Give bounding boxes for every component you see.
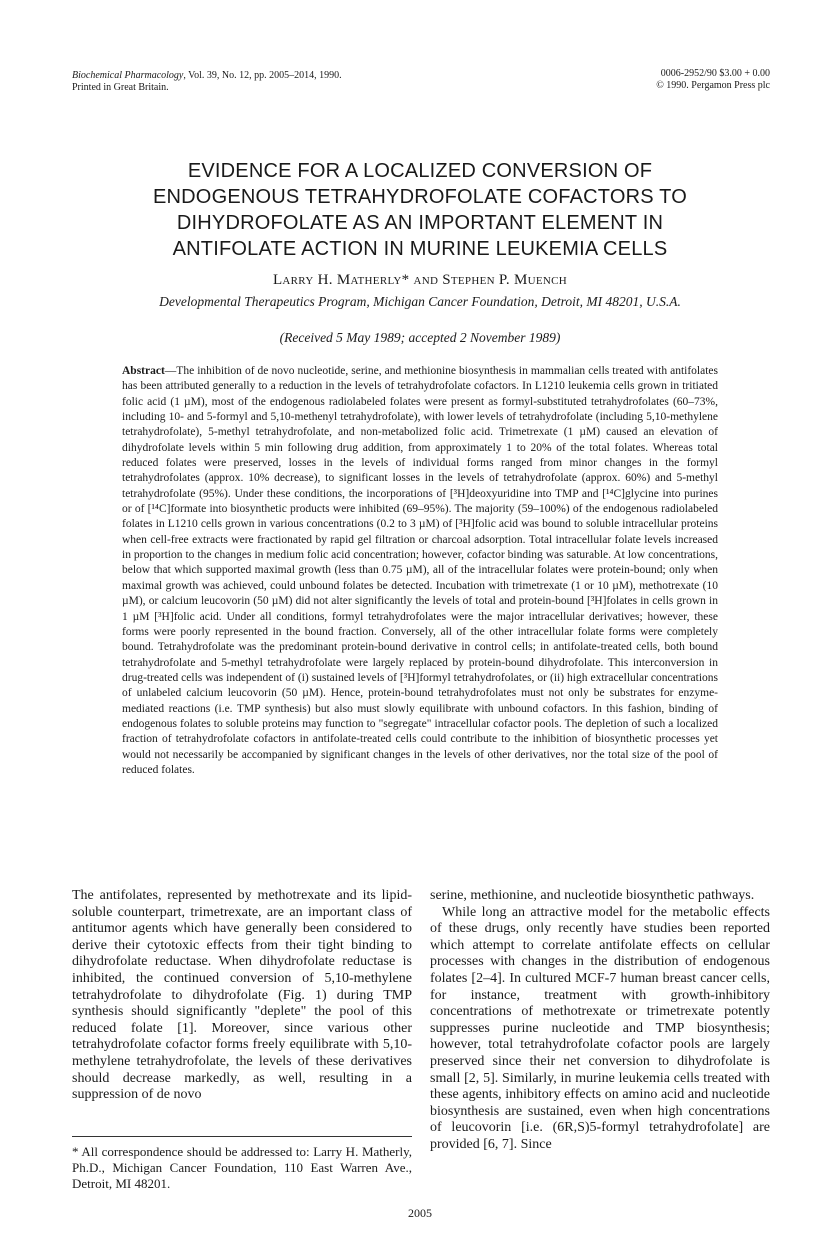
page-number: 2005 bbox=[408, 1206, 432, 1220]
printed-note: Printed in Great Britain. bbox=[72, 82, 169, 93]
running-header-left bbox=[72, 70, 342, 94]
body-column-left bbox=[72, 888, 412, 1104]
body-column-right bbox=[430, 888, 770, 1154]
abstract bbox=[122, 364, 718, 778]
body-paragraph: While long an attractive model for the metabolic effects of these drugs, only recently have studies been reported which attempt to correlate antifolate effects on cellular processes with changes in the distribution of endogenous folates [2–4]. In cultured MCF-7 human breast cancer cells, for instance, treatment with growth-inhibitory concentrations of methotrexate or trimetrexate potently suppresses purine nucleotide and TMP biosynthesis; however, total tetrahydrofolate cofactor pools are largely preserved since their net conversion to dihydrofolate is small [2, 5]. Similarly, in murine leukemia cells treated with these agents, inhibitory effects on amino acid and nucleotide biosynthesis are sustained, even when high concentrations of leucovorin [i.e. (6R,S)5-formyl tetrahydrofolate] are provided [6, 7]. Since bbox=[430, 904, 770, 1152]
body-paragraph: The antifolates, represented by methotrexate and its lipid-soluble counterpart, trimetrexate, are an important class of antitumor agents which have generally been considered to derive their cytotoxic effects from their tight binding to dihydrofolate reductase. When dihydrofolate reductase is inhibited, the continued conversion of 5,10-methylene tetrahydrofolate to dihydrofolate (Fig. 1) during TMP synthesis should significantly "deplete" the pool of this reduced folate [1]. Moreover, since various other tetrahydrofolate cofactor forms freely equilibrate with 5,10-methylene tetrahydrofolate, the levels of these derivatives should decrease markedly, as well, resulting in a suppression of de novo bbox=[72, 888, 412, 1103]
issn-price: 0006-2952/90 $3.00 + 0.00 bbox=[660, 68, 770, 79]
received-dates: (Received 5 May 1989; accepted 2 November 1989) bbox=[279, 330, 561, 345]
abstract-body: —The inhibition of de novo nucleotide, serine, and methionine biosynthesis in mammalian cells treated with antifolates has been attributed generally to a reduction in the levels of tetrahydrofolate cofactors. In L1210 leukemia cells grown in tritiated folic acid (1 µM), most of the endogenous radiolabeled folates were present as formyl-substituted tetrahydrofolates (60–73%, including 10- and 5-formyl and 5,10-methenyl tetrahydrofolate), with lower levels of tetrahydrofolate (including 5,10-methylene tetrahydrofolate), 5-methyl tetrahydrofolate, and non-metabolized folic acid. Trimetrexate (1 µM) caused an elevation of dihydrofolate levels within 5 min following drug addition, from approximately 1 to 20% of the total folates. Whereas total reduced folates were preserved, losses in the levels of individual forms ranged from minor changes in the formyl tetrahydrofolates (approx. 10% decrease), to significant losses in the levels of tetrahydrofolate (approx. 60%) and 5-methyl tetrahydrofolate (95%). Under these conditions, the incorporations of [³H]deoxyuridine into TMP and [¹⁴C]glycine into purines or of [¹⁴C]formate into biosynthetic products were inhibited (69–95%). The majority (59–100%) of the endogenous radiolabeled folates in L1210 cells grown in various concentrations (0.2 to 3 µM) of [³H]folic acid was bound to soluble intracellular proteins when cell-free extracts were fractionated by rapid gel filtration or charcoal adsorption. Total intracellular folate levels increased in proportion to the changes in medium folic acid concentration; however, cofactor binding was saturable. At low concentrations, below that which supported maximal growth (less than 0.75 µM), all of the intracellular folates were protein-bound; only when maximal growth was achieved, could unbound folates be detected. Incubation with trimetrexate (1 or 10 µM), methotrexate (10 µM), or calcium leucovorin (50 µM) did not alter significantly the levels of total and protein-bound [³H]folates in cells grown in 1 µM [³H]folic acid. Under all conditions, formyl tetrahydrofolates were the major intracellular derivatives; however, these forms were poorly represented in the bound fraction. Conversely, all of the other intracellular folate forms were completely bound. Tetrahydrofolate was the predominant protein-bound derivative in control cells; in antifolate-treated cells, both bound tetrahydrofolate and 5-methyl tetrahydrofolate were largely replaced by protein-bound dihydrofolate. This interconversion in drug-treated cells was independent of (i) sustained levels of [³H]formyl tetrahydrofolates, or (ii) high extracellular concentrations of unlabeled calcium leucovorin (50 µM). Hence, protein-bound tetrahydrofolates must not only be substrates for enzyme-mediated reactions (i.e. TMP synthesis) but also must slowly equilibrate with unbound cofactors. In this fashion, binding of endogenous folates to soluble proteins may function to "segregate" intracellular cofactor pools. The depletion of such a localized fraction of tetrahydrofolate cofactors in antifolate-treated cells could contribute to the inhibition of biosynthetic processes yet would not necessarily be accompanied by significant changes in the levels of other derivatives, nor the total size of the pool of reduced folates. bbox=[122, 365, 718, 776]
body-paragraph: serine, methionine, and nucleotide biosynthetic pathways. bbox=[430, 888, 755, 903]
footnote-divider bbox=[72, 1136, 412, 1137]
title-line: DIHYDROFOLATE AS AN IMPORTANT ELEMENT IN bbox=[176, 212, 664, 234]
journal-citation: , Vol. 39, No. 12, pp. 2005–2014, 1990. bbox=[183, 70, 342, 81]
title-line: ANTIFOLATE ACTION IN MURINE LEUKEMIA CELLS bbox=[172, 238, 668, 260]
title-line: ENDOGENOUS TETRAHYDROFOLATE COFACTORS TO bbox=[152, 186, 687, 208]
abstract-label: Abstract bbox=[122, 365, 165, 377]
affiliation: Developmental Therapeutics Program, Michigan Cancer Foundation, Detroit, MI 48201, U.S.A. bbox=[159, 294, 681, 309]
journal-name: Biochemical Pharmacology bbox=[72, 70, 184, 81]
copyright-line: © 1990. Pergamon Press plc bbox=[656, 80, 770, 91]
title-line: EVIDENCE FOR A LOCALIZED CONVERSION OF bbox=[187, 160, 653, 182]
running-header-right bbox=[656, 68, 770, 92]
article-title bbox=[60, 158, 780, 262]
correspondence-footnote: * All correspondence should be addressed to: Larry H. Matherly, Ph.D., Michigan Cancer Foundation, 110 East Warren Ave., Detroit, MI 48201. bbox=[72, 1144, 412, 1191]
authors: Larry H. Matherly* and Stephen P. Muench bbox=[272, 272, 568, 288]
